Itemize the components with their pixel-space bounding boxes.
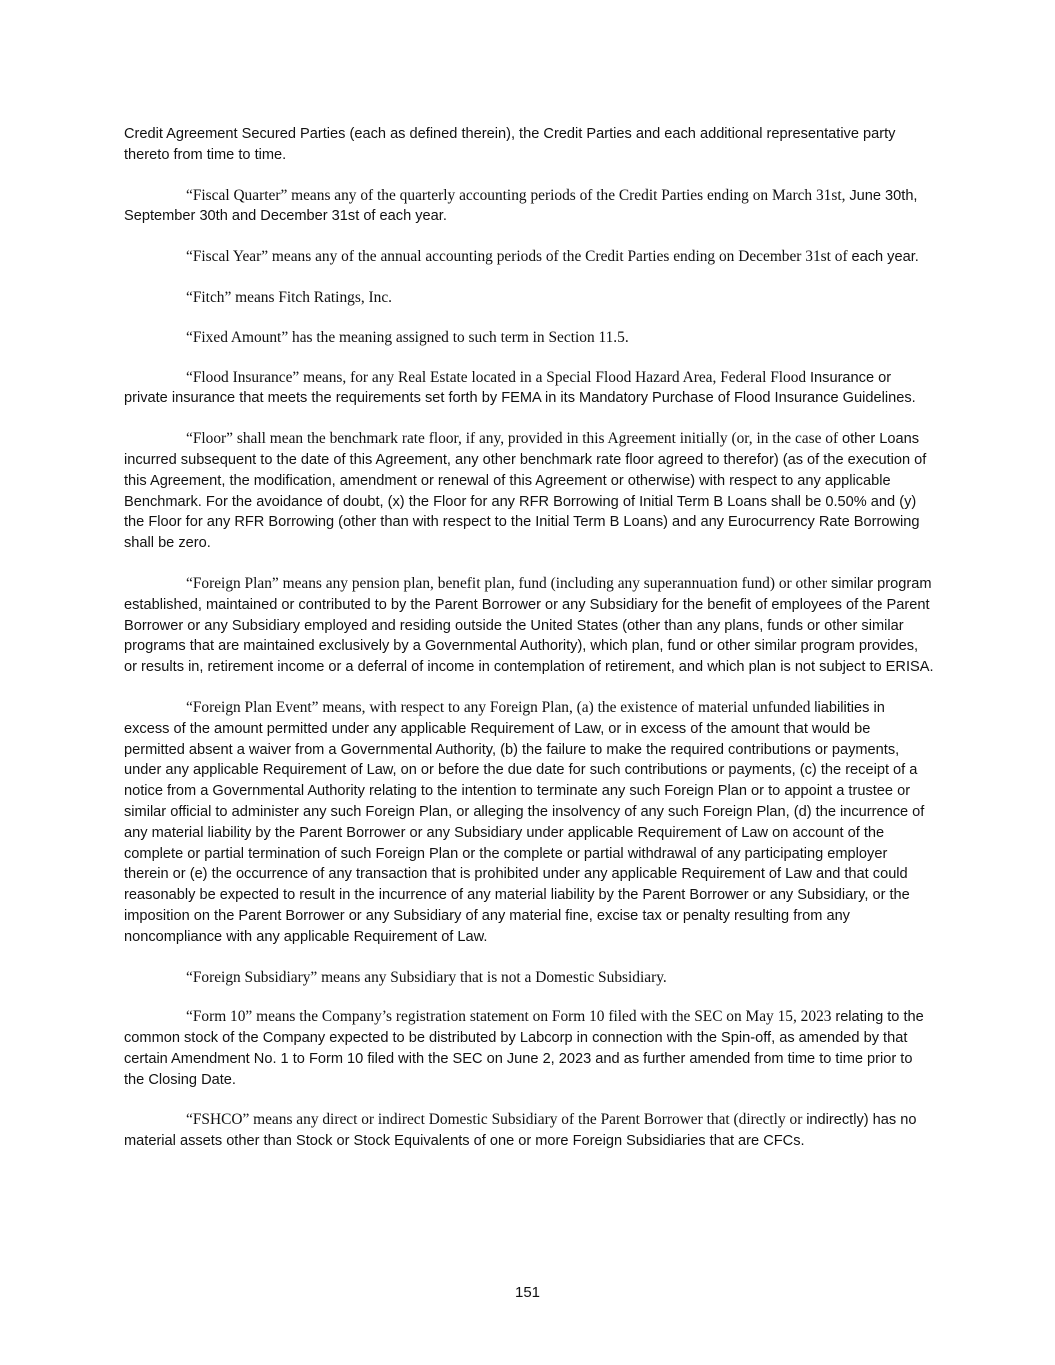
definition-rest: each year. bbox=[851, 249, 919, 266]
document-body bbox=[124, 124, 934, 1172]
definition-fiscal-year bbox=[124, 247, 934, 268]
paragraph-continuation bbox=[124, 124, 934, 166]
definition-lead: “Fitch” means Fitch Ratings, Inc. bbox=[186, 288, 393, 306]
definition-lead: “Form 10” means the Company’s registration statement on Form 10 filed with the SEC on May 15, 2023 bbox=[186, 1008, 832, 1026]
definition-lead: “Foreign Plan” means any pension plan, benefit plan, fund (including any superannuation fund) or other bbox=[186, 574, 828, 592]
definition-lead: “Flood Insurance” means, for any Real Estate located in a Special Flood Hazard Area, Federal Flood bbox=[186, 368, 807, 386]
definition-rest: other Loans incurred subsequent to the date of this Agreement, any other benchmark rate floor agreed to therefor) (as of the execution of this Agreement, the modification, amendment or renewal of this Agreement or otherwise) with respect to any applicable Benchmark. For the avoidance of doubt, (x) the Floor for any RFR Borrowing of Initial Term B Loans shall be 0.50% and (y) the Floor for any RFR Borrowing (other than with respect to the Initial Term B Loans) and any Eurocurrency Rate Borrowing shall be zero. bbox=[124, 431, 927, 552]
definition-lead: “Foreign Subsidiary” means any Subsidiary that is not a Domestic Subsidiary. bbox=[186, 968, 667, 986]
definition-rest: indirectly) has no material assets other than Stock or Stock Equivalents of one or more Foreign Subsidiaries that are CFCs. bbox=[124, 1112, 917, 1150]
definition-fiscal-quarter bbox=[124, 186, 934, 228]
definition-rest: liabilities in excess of the amount permitted under any applicable Requirement of Law, or in excess of the amount that would be permitted absent a waiver from a Governmental Authority, (b) the failure to make the required contributions or payments, under any applicable Requirement of Law, on or before the due date for such contributions or payments, (c) the receipt of a notice from a Governmental Authority relating to the intention to terminate any such Foreign Plan or to appoint a trustee or similar official to administer any such Foreign Plan, or alleging the insolvency of any such Foreign Plan, (d) the incurrence of any material liability by the Parent Borrower or any Subsidiary under applicable Requirement of Law on account of the complete or partial termination of such Foreign Plan or the complete or partial withdrawal of any participating employer therein or (e) the occurrence of any transaction that is prohibited under any applicable Requirement of Law and that could reasonably be expected to result in the incurrence of any material liability by the Parent Borrower or any Subsidiary, or the imposition on the Parent Borrower or any Subsidiary of any material fine, excise tax or penalty resulting from any noncompliance with any applicable Requirement of Law. bbox=[124, 699, 925, 945]
definition-rest: similar program established, maintained or contributed to by the Parent Borrower or any Subsidiary for the benefit of employees of the Parent Borrower or any Subsidiary employed and residing outside the United States (other than any plans, funds or other similar programs that are maintained exclusively by a Governmental Authority), which plan, fund or other similar program provides, or results in, retirement income or a deferral of income in contemplation of retirement, and which plan is not subject to ERISA. bbox=[124, 575, 934, 676]
definition-lead: “Floor” shall mean the benchmark rate floor, if any, provided in this Agreement initially (or, in the case of bbox=[186, 430, 839, 448]
definition-rest: Insurance or private insurance that meets the requirements set forth by FEMA in its Mandatory Purchase of Flood Insurance Guidelines. bbox=[124, 369, 916, 407]
definition-lead: “FSHCO” means any direct or indirect Domestic Subsidiary of the Parent Borrower that (directly or bbox=[186, 1111, 803, 1129]
paragraph-text: Credit Agreement Secured Parties (each as defined therein), the Credit Parties and each additional representative party thereto from time to time. bbox=[124, 126, 896, 163]
page-number: 151 bbox=[514, 1284, 541, 1301]
definition-fitch bbox=[124, 288, 934, 308]
definition-form-10 bbox=[124, 1007, 934, 1090]
definition-foreign-subsidiary bbox=[124, 968, 934, 988]
definition-foreign-plan bbox=[124, 574, 934, 678]
definition-lead: “Foreign Plan Event” means, with respect to any Foreign Plan, (a) the existence of material unfunded bbox=[186, 698, 811, 716]
definition-lead: “Fixed Amount” has the meaning assigned to such term in Section 11.5. bbox=[186, 328, 629, 346]
definition-foreign-plan-event bbox=[124, 698, 934, 948]
definition-rest: June 30th, September 30th and December 31st of each year. bbox=[124, 187, 918, 225]
definition-floor bbox=[124, 429, 934, 554]
definition-flood-insurance bbox=[124, 368, 934, 410]
definition-lead: “Fiscal Year” means any of the annual accounting periods of the Credit Parties ending on December 31st of bbox=[186, 248, 848, 266]
definition-rest: relating to the common stock of the Company expected to be distributed by Labcorp in connection with the Spin-off, as amended by that certain Amendment No. 1 to Form 10 filed with the SEC on June 2, 2023 and as further amended from time to time prior to the Closing Date. bbox=[124, 1009, 924, 1088]
definition-fshco bbox=[124, 1110, 934, 1152]
definition-lead: “Fiscal Quarter” means any of the quarterly accounting periods of the Credit Parties ending on March 31st, bbox=[186, 186, 846, 204]
definition-fixed-amount bbox=[124, 328, 934, 348]
